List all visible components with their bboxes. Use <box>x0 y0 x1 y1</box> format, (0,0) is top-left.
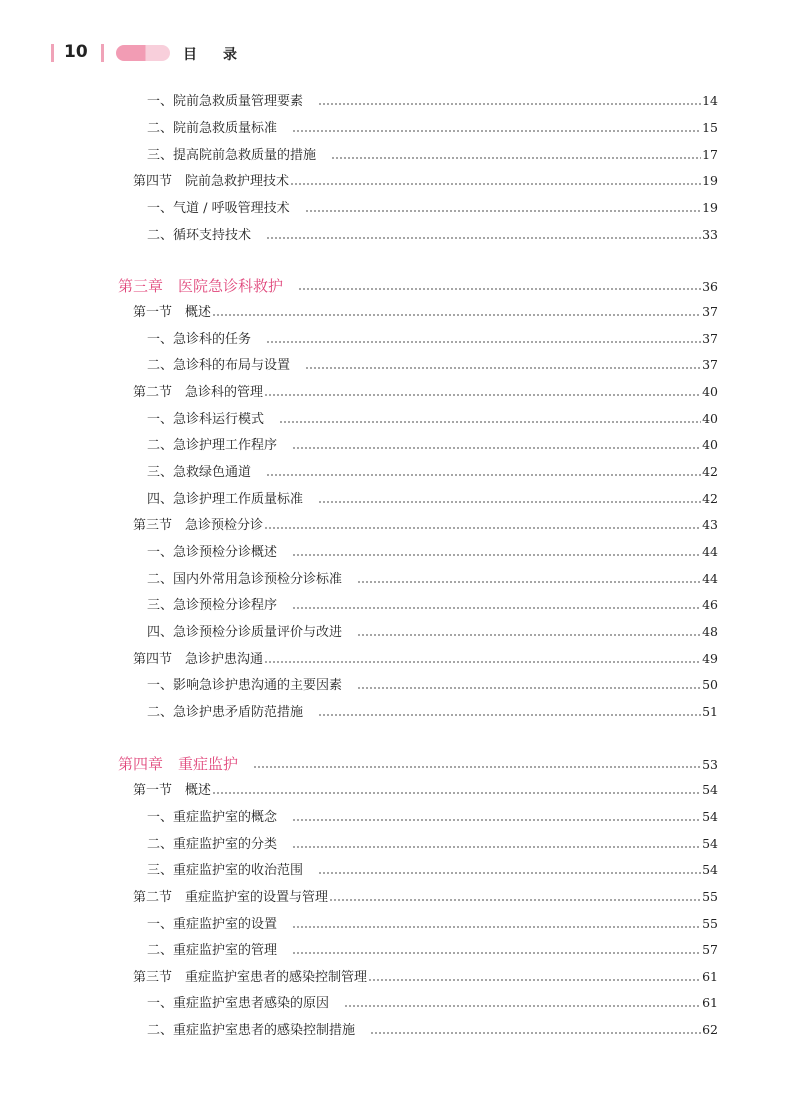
toc-page-number: 49 <box>702 651 718 666</box>
dot-leader <box>292 606 701 610</box>
toc-item-label: 三、重症监护室的收治范围 <box>147 863 304 878</box>
toc-page-number: 37 <box>702 304 718 319</box>
toc-page-number: 48 <box>702 624 718 639</box>
toc-section-label: 第二节 重症监护室的设置与管理 <box>133 890 329 905</box>
dot-leader <box>292 818 701 822</box>
toc-item[interactable] <box>147 196 718 220</box>
toc-item-label: 二、重症监护室的分类 <box>147 837 278 852</box>
dot-leader <box>292 951 701 955</box>
toc-section-label: 第二节 急诊科的管理 <box>133 385 264 400</box>
dot-leader <box>298 287 701 291</box>
toc-item-label: 三、提高院前急救质量的措施 <box>147 148 317 163</box>
toc-page-number: 62 <box>702 1022 718 1037</box>
toc-item-label: 三、急救绿色通道 <box>147 465 252 480</box>
toc-section[interactable] <box>133 300 718 324</box>
toc-section[interactable] <box>133 513 718 537</box>
toc-item[interactable] <box>147 832 718 856</box>
toc-item[interactable] <box>147 353 718 377</box>
toc-page-number: 54 <box>702 782 718 797</box>
toc-page-number: 54 <box>702 862 718 877</box>
toc-item[interactable] <box>147 116 718 140</box>
dot-leader <box>266 473 701 477</box>
toc-page-number: 42 <box>702 464 718 479</box>
toc-item-label: 四、急诊护理工作质量标准 <box>147 492 304 507</box>
toc-page-number: 53 <box>702 757 718 772</box>
toc-page-number: 40 <box>702 384 718 399</box>
toc-page-number: 37 <box>702 357 718 372</box>
toc-page-number: 61 <box>702 969 718 984</box>
dot-leader <box>292 129 701 133</box>
toc-section-label: 第三节 重症监护室患者的感染控制管理 <box>133 970 368 985</box>
toc-chapter-label: 第三章 医院急诊科救护 <box>118 277 284 295</box>
toc-item-label: 一、重症监护室的概念 <box>147 810 278 825</box>
page-number: 10 <box>64 42 88 62</box>
toc-section[interactable] <box>133 169 718 193</box>
dot-leader <box>292 446 701 450</box>
toc-chapter[interactable] <box>118 752 718 776</box>
toc-chapter-label: 第四章 重症监护 <box>118 755 239 773</box>
toc-item[interactable] <box>147 858 718 882</box>
toc-section-label: 第四节 院前急救护理技术 <box>133 174 290 189</box>
dot-leader <box>266 340 701 344</box>
dot-leader <box>318 871 701 875</box>
toc-page-number: 51 <box>702 704 718 719</box>
dot-leader <box>318 102 701 106</box>
toc-item[interactable] <box>147 540 718 564</box>
dot-leader <box>264 660 701 664</box>
toc-page-number: 61 <box>702 995 718 1010</box>
toc-item[interactable] <box>147 991 718 1015</box>
toc-item-label: 三、急诊预检分诊程序 <box>147 598 278 613</box>
toc-item-label: 一、院前急救质量管理要素 <box>147 94 304 109</box>
toc-item[interactable] <box>147 593 718 617</box>
dot-leader <box>264 526 701 530</box>
toc-chapter[interactable] <box>118 274 718 298</box>
toc-section[interactable] <box>133 647 718 671</box>
toc-page-number: 40 <box>702 437 718 452</box>
toc-item[interactable] <box>147 460 718 484</box>
dot-leader <box>305 209 701 213</box>
toc-item-label: 二、急诊护理工作程序 <box>147 438 278 453</box>
toc-page-number: 57 <box>702 942 718 957</box>
dot-leader <box>357 633 701 637</box>
dot-leader <box>292 553 701 557</box>
dot-leader <box>357 580 701 584</box>
toc-item[interactable] <box>147 327 718 351</box>
toc-section[interactable] <box>133 778 718 802</box>
toc-page-number: 19 <box>702 173 718 188</box>
toc-page-number: 55 <box>702 889 718 904</box>
dot-leader <box>212 791 701 795</box>
dot-leader <box>292 845 701 849</box>
toc-item[interactable] <box>147 673 718 697</box>
dot-leader <box>253 765 701 769</box>
toc-item-label: 一、重症监护室患者感染的原因 <box>147 996 330 1011</box>
header-bar-right <box>101 44 104 62</box>
dot-leader <box>357 686 701 690</box>
toc-section-label: 第一节 概述 <box>133 305 212 320</box>
dot-leader <box>370 1031 701 1035</box>
toc-item-label: 一、重症监护室的设置 <box>147 917 278 932</box>
dot-leader <box>305 366 701 370</box>
toc-item[interactable] <box>147 143 718 167</box>
toc-item[interactable] <box>147 912 718 936</box>
toc-page-number: 54 <box>702 809 718 824</box>
dot-leader <box>331 156 701 160</box>
toc-page-number: 15 <box>702 120 718 135</box>
toc-page-number: 42 <box>702 491 718 506</box>
toc-item[interactable] <box>147 938 718 962</box>
toc-item[interactable] <box>147 567 718 591</box>
dot-leader <box>318 500 701 504</box>
toc-page-number: 17 <box>702 147 718 162</box>
toc-item-label: 二、循环支持技术 <box>147 228 252 243</box>
dot-leader <box>279 420 701 424</box>
toc-item-label: 二、重症监护室患者的感染控制措施 <box>147 1023 356 1038</box>
toc-item-label: 一、急诊预检分诊概述 <box>147 545 278 560</box>
header-bar-left <box>51 44 54 62</box>
dot-leader <box>266 236 701 240</box>
toc-item[interactable] <box>147 223 718 247</box>
toc-section-label: 第三节 急诊预检分诊 <box>133 518 264 533</box>
toc-page-number: 44 <box>702 571 718 586</box>
toc-page-number: 14 <box>702 93 718 108</box>
header-title: 目录 <box>183 47 263 63</box>
dot-leader <box>292 925 701 929</box>
toc-section[interactable] <box>133 380 718 404</box>
toc-page-number: 44 <box>702 544 718 559</box>
dot-leader <box>290 182 701 186</box>
toc-item[interactable] <box>147 805 718 829</box>
toc-page-number: 54 <box>702 836 718 851</box>
toc-item[interactable] <box>147 407 718 431</box>
dot-leader <box>329 898 701 902</box>
toc-item-label: 四、急诊预检分诊质量评价与改进 <box>147 625 343 640</box>
toc-item-label: 二、重症监护室的管理 <box>147 943 278 958</box>
toc-section-label: 第四节 急诊护患沟通 <box>133 652 264 667</box>
toc-page-number: 36 <box>702 279 718 294</box>
toc-item[interactable] <box>147 1018 718 1042</box>
toc-item-label: 一、气道 / 呼吸管理技术 <box>147 201 290 216</box>
toc-page-number: 33 <box>702 227 718 242</box>
dot-leader <box>212 313 701 317</box>
toc-item-label: 二、国内外常用急诊预检分诊标准 <box>147 572 343 587</box>
dot-leader <box>344 1004 701 1008</box>
toc-section[interactable] <box>133 965 718 989</box>
toc-item[interactable] <box>147 433 718 457</box>
toc-item-label: 一、急诊科运行模式 <box>147 412 265 427</box>
toc-item-label: 一、急诊科的任务 <box>147 332 252 347</box>
dot-leader <box>318 713 701 717</box>
toc-item[interactable] <box>147 89 718 113</box>
toc-item[interactable] <box>147 700 718 724</box>
toc-item[interactable] <box>147 487 718 511</box>
toc-page-number: 19 <box>702 200 718 215</box>
toc-page-number: 43 <box>702 517 718 532</box>
toc-item-label: 二、院前急救质量标准 <box>147 121 278 136</box>
toc-section-label: 第一节 概述 <box>133 783 212 798</box>
toc-item-label: 一、影响急诊护患沟通的主要因素 <box>147 678 343 693</box>
toc-item-label: 二、急诊护患矛盾防范措施 <box>147 705 304 720</box>
toc-page-number: 37 <box>702 331 718 346</box>
toc-section[interactable] <box>133 885 718 909</box>
page-header <box>0 38 800 68</box>
toc-page-number: 55 <box>702 916 718 931</box>
header-decoration-pill <box>116 45 170 61</box>
dot-leader <box>368 978 701 982</box>
toc-item[interactable] <box>147 620 718 644</box>
toc-page-number: 46 <box>702 597 718 612</box>
toc-page-number: 40 <box>702 411 718 426</box>
dot-leader <box>264 393 701 397</box>
toc-item-label: 二、急诊科的布局与设置 <box>147 358 291 373</box>
toc-page-number: 50 <box>702 677 718 692</box>
